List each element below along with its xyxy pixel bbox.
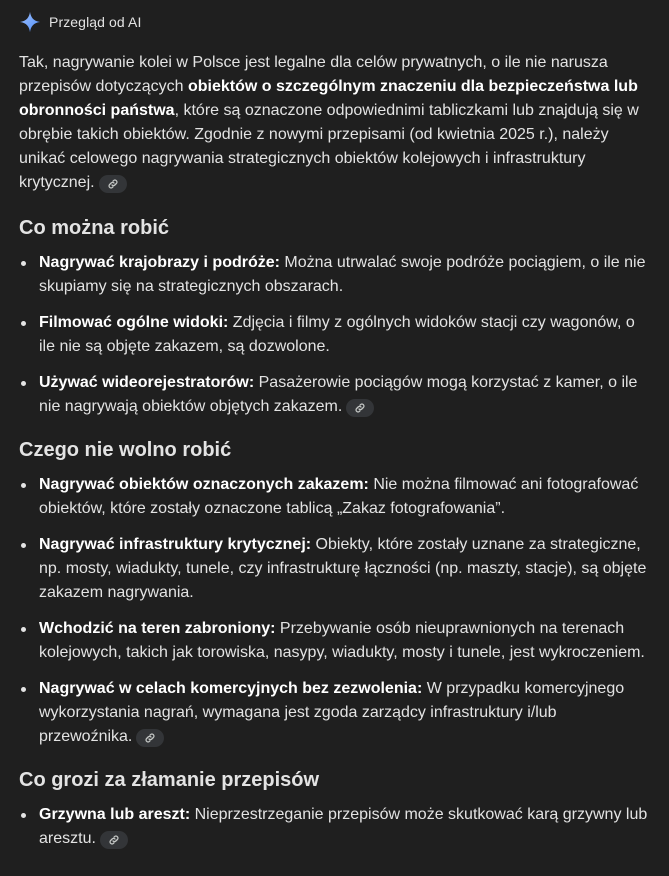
source-link-button[interactable]: [100, 831, 128, 849]
intro-bold: obiektów o szczególnym znaczeniu dla bezpieczeństwa lub obronności państwa: [19, 78, 638, 119]
item-bold: Nagrywać obiektów oznaczonych zakazem:: [39, 476, 369, 493]
link-icon: [107, 178, 119, 190]
link-icon: [144, 732, 156, 744]
list-item: [19, 803, 649, 851]
item-text: Nie można filmować ani fotografować obiektów, które zostały oznaczone tablicą „Zakaz fotografowania”.: [39, 476, 639, 517]
item-text: Obiekty, które zostały uznane za strategiczne, np. mosty, wiadukty, tunele, czy infrastrukturę łączności (np. maszty, stacje), są objęte zakazem nagrywania.: [39, 536, 647, 601]
forbidden-list: [19, 473, 649, 749]
section-title-forbidden: Czego nie wolno robić: [19, 439, 232, 461]
penalties-list: [19, 803, 649, 851]
item-text: W przypadku komercyjnego wykorzystania nagrań, wymagana jest zgoda zarządcy infrastruktury i/lub przewoźnika.: [39, 680, 625, 745]
list-item: [19, 251, 649, 299]
item-text: Zdjęcia i filmy z ogólnych widoków stacji czy wagonów, o ile nie są objęte zakazem, są dozwolone.: [39, 314, 635, 355]
list-item: [19, 473, 649, 521]
list-item: [19, 617, 649, 665]
ai-overview-header: [19, 9, 649, 35]
section-title-allowed: Co można robić: [19, 217, 170, 239]
item-bold: Wchodzić na teren zabroniony:: [39, 620, 276, 637]
source-link-button[interactable]: [136, 729, 164, 747]
intro-paragraph: [19, 51, 649, 195]
link-icon: [354, 402, 366, 414]
link-icon: [108, 834, 120, 846]
item-bold: Filmować ogólne widoki:: [39, 314, 229, 331]
item-text: Pasażerowie pociągów mogą korzystać z kamer, o ile nie nagrywają obiektów objętych zakazem.: [39, 374, 638, 415]
item-bold: Nagrywać krajobrazy i podróże:: [39, 254, 280, 271]
gemini-sparkle-icon: [19, 11, 41, 33]
source-link-button[interactable]: [346, 399, 374, 417]
item-bold: Nagrywać infrastruktury krytycznej:: [39, 536, 312, 553]
list-item: [19, 677, 649, 749]
list-item: [19, 371, 649, 419]
item-text: Przebywanie osób nieuprawnionych na terenach kolejowych, takich jak torowiska, nasypy, wiadukty, mosty i tunele, jest wykroczeniem.: [39, 620, 645, 661]
item-bold: Grzywna lub areszt:: [39, 806, 191, 823]
list-item: [19, 311, 649, 359]
ai-overview: [19, 9, 649, 863]
item-bold: Używać wideorejestratorów:: [39, 374, 255, 391]
item-text: Można utrwalać swoje podróże pociągiem, o ile nie skupiamy się na strategicznych obszarach.: [39, 254, 646, 295]
source-link-button[interactable]: [99, 175, 127, 193]
list-item: [19, 533, 649, 605]
allowed-list: [19, 251, 649, 419]
item-text: Nieprzestrzeganie przepisów może skutkować karą grzywny lub aresztu.: [39, 806, 648, 847]
section-title-penalties: Co grozi za złamanie przepisów: [19, 769, 320, 791]
item-bold: Nagrywać w celach komercyjnych bez zezwolenia:: [39, 680, 423, 697]
ai-overview-title: Przegląd od AI: [49, 14, 142, 30]
intro-text-2: , które są oznaczone odpowiednimi tabliczkami lub znajdują się w obrębie takich obiektów. Zgodnie z nowymi przepisami (od kwietnia 2025 r.), należy unikać celowego nagrywania strategicznych obiektów kolejowych i infrastruktury krytycznej.: [19, 102, 639, 191]
intro-text-1: Tak, nagrywanie kolei w Polsce jest legalne dla celów prywatnych, o ile nie narusza przepisów dotyczących: [19, 54, 608, 95]
